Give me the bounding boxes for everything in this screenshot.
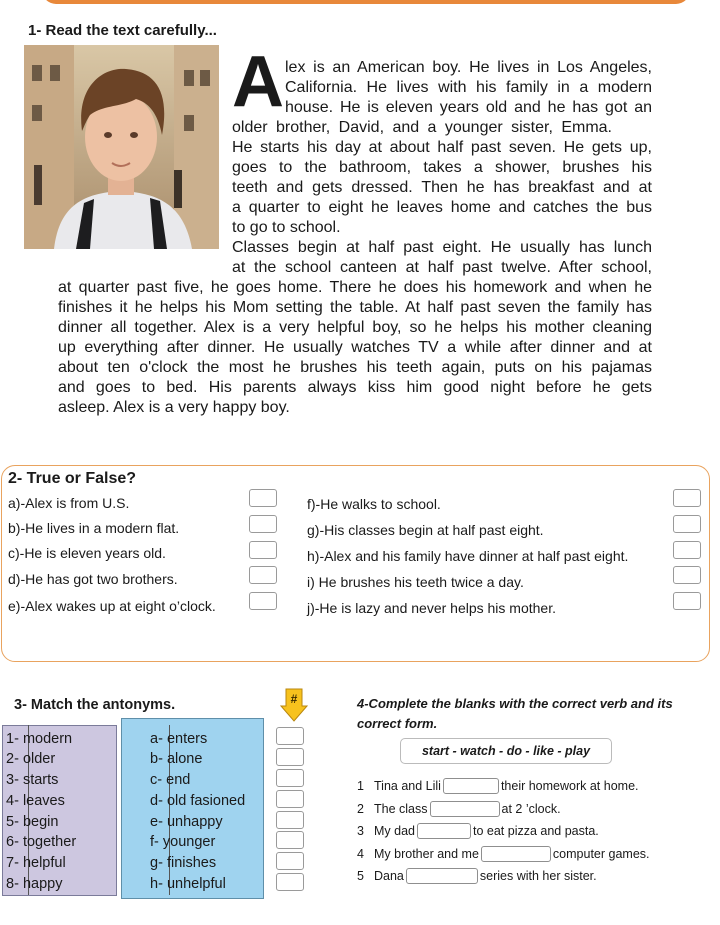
text-line: He starts his day at about half past seven. He gets up, <box>232 139 652 156</box>
match-left-item: 1- modern <box>6 731 73 747</box>
match-answer-box[interactable] <box>276 727 304 745</box>
drop-cap: A <box>232 42 284 122</box>
tf-statement: a)-Alex is from U.S. <box>8 495 130 511</box>
match-answer-box[interactable] <box>276 831 304 849</box>
text-line: teeth and gets dressed. Then he has breakfast and at <box>232 179 652 196</box>
match-left-item: 3- starts <box>6 772 59 788</box>
match-answer-box[interactable] <box>276 748 304 766</box>
alex-photo <box>24 45 219 249</box>
match-right-item: g- finishes <box>150 855 217 871</box>
text-line: at quarter past five, he goes home. There he does his homework and when he <box>58 279 652 296</box>
text-line: California. He lives with his family in a modern <box>285 79 652 96</box>
hash-arrow-icon <box>280 688 308 722</box>
match-right-item: e- unhappy <box>150 814 223 830</box>
tf-statement: g)-His classes begin at half past eight. <box>307 522 544 538</box>
text-line: up everything after dinner. He usually watches TV a while after dinner and at <box>58 339 652 356</box>
text-line: a quarter to eight he leaves home and catches the bus <box>232 199 652 216</box>
blank-field[interactable] <box>443 778 499 794</box>
section4-title: 4-Complete the blanks with the correct verb and its correct form. <box>357 696 673 731</box>
text-line: goes to the bathroom, takes a shower, brushes his <box>232 159 652 176</box>
match-answer-box[interactable] <box>276 769 304 787</box>
blank-field[interactable] <box>417 823 471 839</box>
blank-sentence: 5 Dana series with her sister. <box>357 869 597 883</box>
tf-answer-box[interactable] <box>249 515 277 533</box>
tf-statement: d)-He has got two brothers. <box>8 571 178 587</box>
tf-answer-box[interactable] <box>673 515 701 533</box>
match-left-item: 5- begin <box>6 814 59 830</box>
tf-statement: i) He brushes his teeth twice a day. <box>307 574 524 590</box>
text-line: finishes it he helps his Mom setting the table. At half past seven the family has <box>58 299 652 316</box>
tf-answer-box[interactable] <box>673 566 701 584</box>
match-answer-box[interactable] <box>276 790 304 808</box>
blank-field[interactable] <box>430 801 500 817</box>
match-right-item: a- enters <box>150 731 208 747</box>
tf-answer-box[interactable] <box>673 541 701 559</box>
section1-title: 1- Read the text carefully... <box>28 22 217 39</box>
blank-field[interactable] <box>406 868 478 884</box>
tf-statement: c)-He is eleven years old. <box>8 545 166 561</box>
text-line: house. He is eleven years old and he has got an <box>285 99 652 116</box>
text-line: about ten o'clock the most he brushes his teeth again, puts on his pajamas <box>58 359 652 376</box>
tf-answer-box[interactable] <box>673 592 701 610</box>
match-left-item: 6- together <box>6 834 77 850</box>
match-left-item: 7- helpful <box>6 855 66 871</box>
tf-answer-box[interactable] <box>249 566 277 584</box>
match-right-item: f- younger <box>150 834 216 850</box>
tf-statement: j)-He is lazy and never helps his mother. <box>307 600 556 616</box>
section2-title: 2- True or False? <box>8 470 137 487</box>
match-answer-box[interactable] <box>276 873 304 891</box>
tf-statement: f)-He walks to school. <box>307 496 441 512</box>
text-line: to go to school. <box>232 219 341 236</box>
word-bank: start - watch - do - like - play <box>400 738 612 764</box>
blank-sentence: 4 My brother and me computer games. <box>357 847 650 861</box>
blank-sentence: 1 Tina and Lili their homework at home. <box>357 779 639 793</box>
text-line: Classes begin at half past eight. He usually has lunch <box>232 239 652 256</box>
blank-field[interactable] <box>481 846 551 862</box>
text-line: asleep. Alex is a very happy boy. <box>58 399 290 416</box>
match-right-item: h- unhelpful <box>150 876 226 892</box>
match-right-item: b- alone <box>150 751 203 767</box>
tf-answer-box[interactable] <box>249 489 277 507</box>
text-line: and goes to bed. His parents always kiss him good night before he gets <box>58 379 652 396</box>
top-orange-bar <box>0 0 720 8</box>
text-line: lex is an American boy. He lives in Los Angeles, <box>285 59 652 76</box>
tf-statement: b)-He lives in a modern flat. <box>8 520 180 536</box>
text-line: older brother, David, and a younger sister, Emma. <box>232 119 612 136</box>
text-line: at the school canteen at half past twelve. After school, <box>232 259 652 276</box>
match-right-item: d- old fasioned <box>150 793 246 809</box>
blank-sentence: 2 The class at 2 ’clock. <box>357 802 561 816</box>
match-left-item: 2- older <box>6 751 56 767</box>
tf-answer-box[interactable] <box>249 592 277 610</box>
match-right-item: c- end <box>150 772 191 788</box>
tf-statement: e)-Alex wakes up at eight o’clock. <box>8 598 216 614</box>
match-answer-box[interactable] <box>276 811 304 829</box>
text-line: dinner all together. Alex is a very helpful boy, so he helps his mother cleaning <box>58 319 652 336</box>
tf-answer-box[interactable] <box>249 541 277 559</box>
match-answer-box[interactable] <box>276 852 304 870</box>
match-left-item: 8- happy <box>6 876 63 892</box>
tf-statement: h)-Alex and his family have dinner at half past eight. <box>307 548 629 564</box>
blank-sentence: 3 My dad to eat pizza and pasta. <box>357 824 599 838</box>
hash-symbol: # <box>290 692 298 706</box>
tf-answer-box[interactable] <box>673 489 701 507</box>
match-left-item: 4- leaves <box>6 793 65 809</box>
section3-title: 3- Match the antonyms. <box>14 697 176 713</box>
